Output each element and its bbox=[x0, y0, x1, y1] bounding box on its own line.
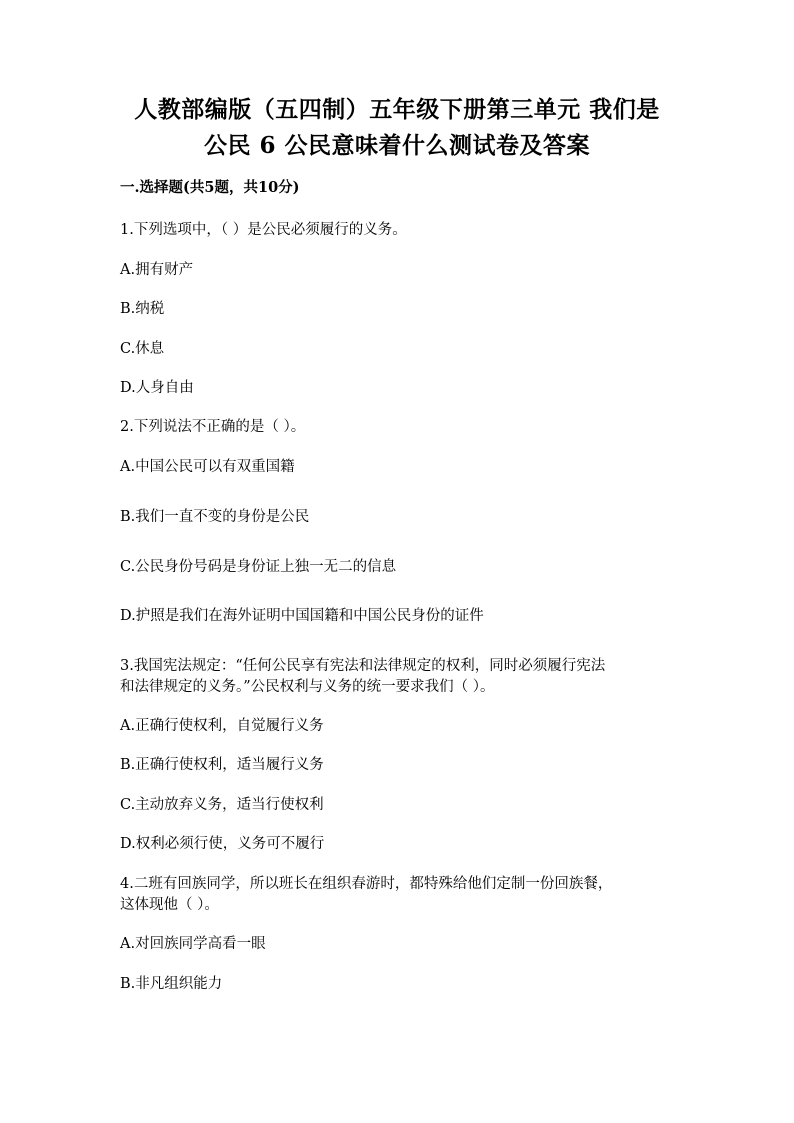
question-3-stem-line-2: 和法律规定的义务。”公民权利与义务的统一要求我们（ ）。 bbox=[120, 679, 495, 695]
title-line-2: 公民 6 公民意味着什么测试卷及答案 bbox=[203, 132, 591, 159]
section-heading: 一.选择题(共5题，共10分) bbox=[120, 179, 300, 196]
question-4-option-b: B.非凡组织能力 bbox=[120, 976, 223, 992]
question-1-option-a: A.拥有财产 bbox=[120, 262, 194, 278]
question-4-stem-line-1: 4.二班有回族同学，所以班长在组织春游时，都特殊给他们定制一份回族餐， bbox=[120, 876, 613, 892]
question-1-option-d: D.人身自由 bbox=[120, 380, 194, 396]
question-2-stem: 2.下列说法不正确的是（ ）。 bbox=[120, 419, 306, 435]
question-2-option-c: C.公民身份号码是身份证上独一无二的信息 bbox=[120, 559, 397, 575]
question-3-stem-line-1: 3.我国宪法规定：“任何公民享有宪法和法律规定的权利，同时必须履行宪法 bbox=[120, 658, 606, 674]
question-2-option-d: D.护照是我们在海外证明中国国籍和中国公民身份的证件 bbox=[120, 608, 484, 624]
question-4-option-a: A.对回族同学高看一眼 bbox=[120, 936, 266, 952]
document-title bbox=[60, 92, 734, 164]
question-1-stem: 1.下列选项中，（ ）是公民必须履行的义务。 bbox=[120, 222, 407, 238]
question-4-stem-line-2: 这体现他（ ）。 bbox=[120, 897, 219, 913]
title-line-1: 人教部编版（五四制）五年级下册第三单元 我们是 bbox=[134, 96, 660, 123]
question-3-option-a: A.正确行使权利，自觉履行义务 bbox=[120, 718, 324, 734]
question-1-option-c: C.休息 bbox=[120, 341, 165, 357]
question-3-option-c: C.主动放弃义务，适当行使权利 bbox=[120, 797, 324, 813]
question-2-option-b: B.我们一直不变的身份是公民 bbox=[120, 509, 310, 525]
question-2-option-a: A.中国公民可以有双重国籍 bbox=[120, 459, 295, 475]
question-3-option-b: B.正确行使权利，适当履行义务 bbox=[120, 757, 324, 773]
question-1-option-b: B.纳税 bbox=[120, 301, 165, 317]
question-3-option-d: D.权利必须行使，义务可不履行 bbox=[120, 836, 325, 852]
